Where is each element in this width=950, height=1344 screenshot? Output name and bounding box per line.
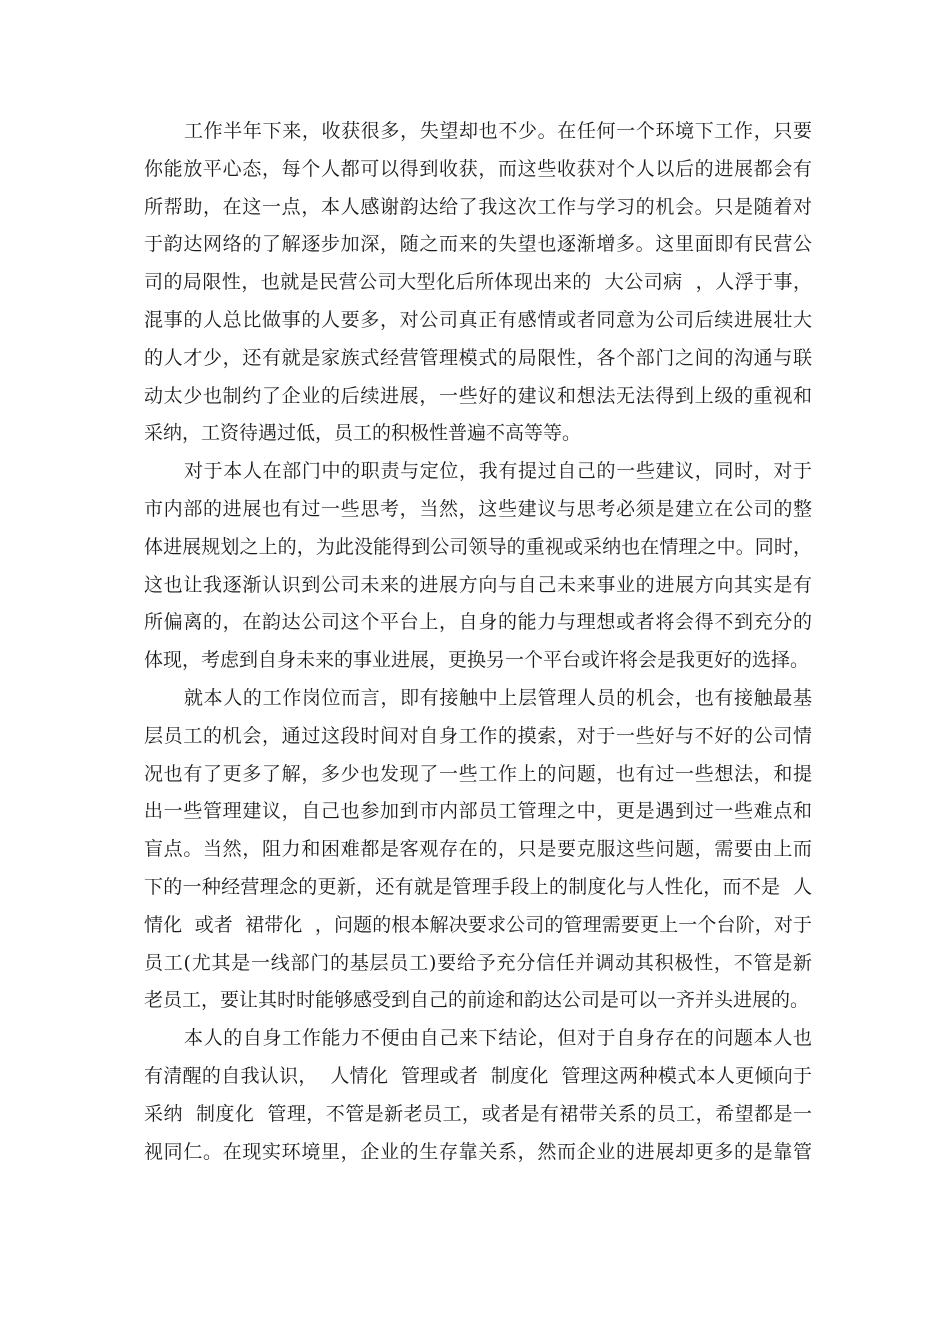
text-line: 就本人的工作岗位而言，即有接触中上层管理人员的机会，也有接触最基	[184, 686, 812, 709]
text-line: 情化 或者 裙带化 ，问题的根本解决要求公司的管理需要更上一个台阶，对于	[144, 913, 812, 936]
text-line: 视同仁。在现实环境里，企业的生存靠关系，然而企业的进展却更多的是靠管	[144, 1140, 812, 1163]
text-line: 这也让我逐渐认识到公司未来的进展方向与自己未来事业的进展方向其实是有	[144, 573, 812, 596]
text-line: 盲点。当然，阻力和困难都是客观存在的，只是要克服这些问题，需要由上而	[144, 838, 812, 861]
text-line: 老员工，要让其时时能够感受到自己的前途和韵达公司是可以一齐并头进展的。	[144, 989, 810, 1012]
text-line: 采纳，工资待遇过低，员工的积极性普遍不高等等。	[144, 422, 582, 445]
text-line: 体现，考虑到自身未来的事业进展，更换另一个平台或许将会是我更好的选择。	[144, 649, 810, 672]
text-line: 本人的自身工作能力不便由自己来下结论，但对于自身存在的问题本人也	[184, 1027, 812, 1050]
text-line: 的人才少，还有就是家族式经营管理模式的局限性，各个部门之间的沟通与联	[144, 346, 812, 369]
text-line: 司的局限性，也就是民营公司大型化后所体现出来的 大公司病 ，人浮于事，	[144, 271, 812, 294]
document-body	[144, 113, 812, 1171]
paragraph-3	[144, 680, 812, 1020]
text-line: 员工(尤其是一线部门的基层员工)要给予充分信任并调动其积极性，不管是新	[144, 951, 812, 974]
text-line: 市内部的进展也有过一些思考，当然，这些建议与思考必须是建立在公司的整	[144, 497, 812, 520]
text-line: 层员工的机会，通过这段时间对自身工作的摸索，对于一些好与不好的公司情	[144, 724, 812, 747]
text-line: 采纳 制度化 管理，不管是新老员工，或者是有裙带关系的员工，希望都是一	[144, 1102, 812, 1125]
paragraph-2	[144, 453, 812, 680]
paragraph-4	[144, 1020, 812, 1171]
text-line: 所帮助，在这一点，本人感谢韵达给了我这次工作与学习的机会。只是随着对	[144, 195, 812, 218]
text-line: 对于本人在部门中的职责与定位，我有提过自己的一些建议，同时，对于	[184, 460, 812, 483]
text-line: 况也有了更多了解，多少也发现了一些工作上的问题，也有过一些想法，和提	[144, 762, 812, 785]
text-line: 混事的人总比做事的人要多，对公司真正有感情或者同意为公司后续进展壮大	[144, 308, 812, 331]
text-line: 体进展规划之上的，为此没能得到公司领导的重视或采纳也在情理之中。同时，	[144, 535, 812, 558]
paragraph-1	[144, 113, 812, 453]
text-line: 工作半年下来，收获很多，失望却也不少。在任何一个环境下工作，只要	[184, 120, 812, 142]
text-line: 于韵达网络的了解逐步加深，随之而来的失望也逐渐增多。这里面即有民营公	[144, 233, 812, 256]
text-line: 你能放平心态，每个人都可以得到收获，而这些收获对个人以后的进展都会有	[144, 157, 812, 180]
text-line: 所偏离的，在韵达公司这个平台上，自身的能力与理想或者将会得不到充分的	[144, 611, 812, 634]
text-line: 动太少也制约了企业的后续进展，一些好的建议和想法无法得到上级的重视和	[144, 384, 812, 407]
text-line: 下的一种经营理念的更新，还有就是管理手段上的制度化与人性化，而不是 人	[144, 875, 812, 898]
text-line: 出一些管理建议，自己也参加到市内部员工管理之中，更是遇到过一些难点和	[144, 800, 812, 823]
text-line: 有清醒的自我认识， 人情化 管理或者 制度化 管理这两种模式本人更倾向于	[144, 1064, 812, 1087]
